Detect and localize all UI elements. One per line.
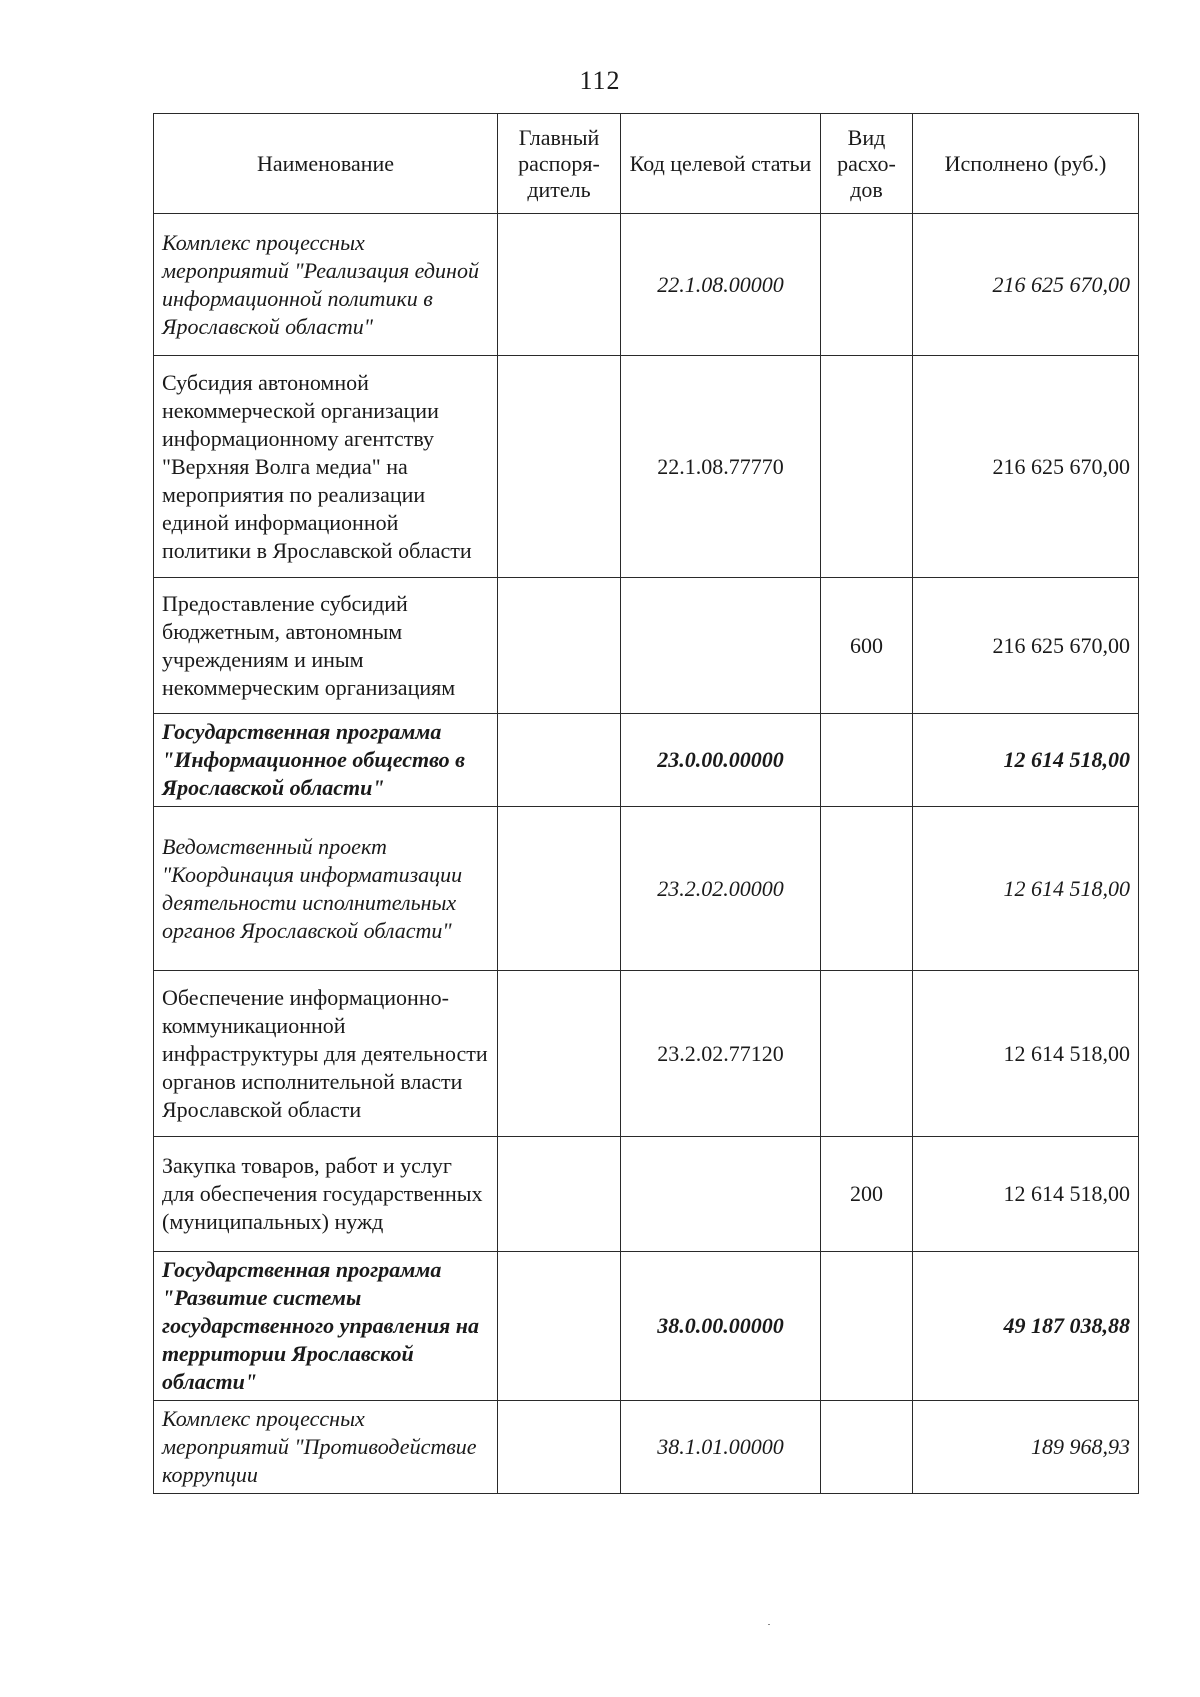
header-name: Наименование (154, 114, 498, 214)
cell-amount: 12 614 518,00 (913, 971, 1139, 1137)
cell-code: 38.0.00.00000 (621, 1252, 821, 1401)
cell-kind (821, 971, 913, 1137)
cell-kind (821, 356, 913, 578)
page-number: 112 (579, 66, 621, 95)
cell-name: Комплекс процессных мероприятий "Реализация единой информационной политики в Ярославской области" (154, 214, 498, 356)
cell-manager (498, 578, 621, 714)
cell-kind (821, 714, 913, 807)
scan-artifact (768, 1624, 770, 1625)
table-row (154, 214, 1139, 356)
table-row (154, 807, 1139, 971)
cell-name: Закупка товаров, работ и услуг для обеспечения государственных (муниципальных) нужд (154, 1137, 498, 1252)
cell-manager (498, 356, 621, 578)
table-header (154, 114, 1139, 214)
cell-amount: 12 614 518,00 (913, 714, 1139, 807)
cell-manager (498, 1401, 621, 1494)
header-row (154, 114, 1139, 214)
budget-table (153, 113, 1139, 1494)
cell-manager (498, 714, 621, 807)
cell-kind: 600 (821, 578, 913, 714)
cell-code (621, 1137, 821, 1252)
cell-code: 22.1.08.77770 (621, 356, 821, 578)
cell-name: Государственная программа "Информационное общество в Ярославской области" (154, 714, 498, 807)
cell-name: Государственная программа "Развитие системы государственного управления на территории Ярославской области" (154, 1252, 498, 1401)
cell-code (621, 578, 821, 714)
cell-kind (821, 1252, 913, 1401)
table-row (154, 578, 1139, 714)
cell-manager (498, 1252, 621, 1401)
header-code: Код целевой статьи (621, 114, 821, 214)
cell-amount: 12 614 518,00 (913, 1137, 1139, 1252)
cell-manager (498, 214, 621, 356)
cell-code: 23.2.02.77120 (621, 971, 821, 1137)
cell-manager (498, 971, 621, 1137)
cell-amount: 216 625 670,00 (913, 356, 1139, 578)
table-body (154, 214, 1139, 1494)
cell-code: 22.1.08.00000 (621, 214, 821, 356)
table-row (154, 1137, 1139, 1252)
cell-amount: 12 614 518,00 (913, 807, 1139, 971)
cell-code: 38.1.01.00000 (621, 1401, 821, 1494)
cell-kind (821, 1401, 913, 1494)
cell-amount: 216 625 670,00 (913, 578, 1139, 714)
cell-name: Субсидия автономной некоммерческой организации информационному агентству "Верхняя Волга медиа" на мероприятия по реализации единой информационной политики в Ярославской области (154, 356, 498, 578)
cell-name: Предоставление субсидий бюджетным, автономным учреждениям и иным некоммерческим организациям (154, 578, 498, 714)
table-row (154, 1252, 1139, 1401)
cell-amount: 216 625 670,00 (913, 214, 1139, 356)
table-row (154, 971, 1139, 1137)
header-kind: Вид расхо-дов (821, 114, 913, 214)
cell-name: Обеспечение информационно-коммуникационной инфраструктуры для деятельности органов исполнительной власти Ярославской области (154, 971, 498, 1137)
cell-kind (821, 807, 913, 971)
cell-amount: 49 187 038,88 (913, 1252, 1139, 1401)
cell-kind: 200 (821, 1137, 913, 1252)
header-amount: Исполнено (руб.) (913, 114, 1139, 214)
header-manager: Главный распоря-дитель (498, 114, 621, 214)
table-row (154, 1401, 1139, 1494)
cell-manager (498, 1137, 621, 1252)
cell-name: Ведомственный проект "Координация информатизации деятельности исполнительных органов Ярославской области" (154, 807, 498, 971)
cell-kind (821, 214, 913, 356)
table-row (154, 356, 1139, 578)
cell-amount: 189 968,93 (913, 1401, 1139, 1494)
table-row (154, 714, 1139, 807)
cell-code: 23.2.02.00000 (621, 807, 821, 971)
cell-manager (498, 807, 621, 971)
cell-code: 23.0.00.00000 (621, 714, 821, 807)
cell-name: Комплекс процессных мероприятий "Противодействие коррупции (154, 1401, 498, 1494)
